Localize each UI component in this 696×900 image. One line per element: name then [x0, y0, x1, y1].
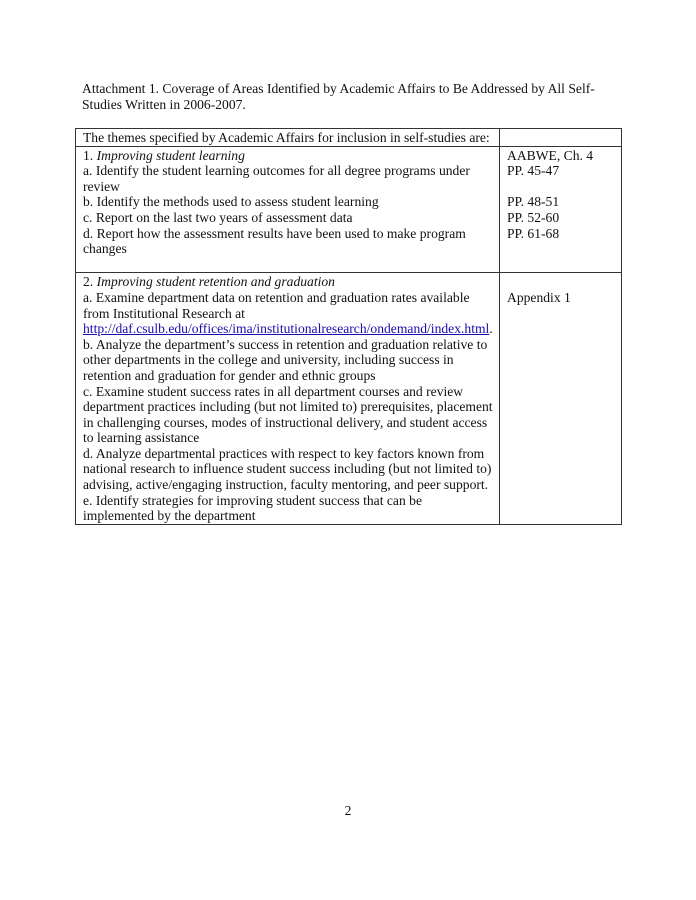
section-1-ref-spacer — [507, 179, 621, 195]
section-2-line-a2: from Institutional Research at — [83, 305, 245, 321]
themes-table — [75, 128, 622, 525]
section-1-ref-b: PP. 48-51 — [507, 194, 560, 210]
section-2-line-d3: advising, active/engaging instruction, faculty mentoring, and peer support. — [83, 477, 489, 493]
section-1-line-b: b. Identify the methods used to assess student learning — [83, 194, 379, 210]
section-1-ref-c: PP. 52-60 — [507, 209, 560, 225]
section-2-line-d1: d. Analyze departmental practices with respect to key factors known from — [83, 445, 485, 461]
section-1-line-d2: changes — [83, 241, 127, 257]
section-1-description-cell — [76, 146, 500, 273]
section-2-line-c1: c. Examine student success rates in all department courses and review — [83, 383, 464, 399]
section-2-ref-appendix: Appendix 1 — [507, 289, 571, 305]
table-header-row — [76, 129, 622, 147]
page-number: 2 — [344, 803, 352, 818]
table-row-section-1 — [76, 146, 622, 273]
section-2-line-b2: other departments in the college and university, including success in — [83, 352, 454, 368]
section-1-title-line — [83, 148, 499, 164]
section-1-line-c: c. Report on the last two years of assessment data — [83, 209, 353, 225]
section-2-reference-cell — [500, 273, 622, 525]
section-1-spacer — [83, 257, 499, 273]
section-2-description-cell — [76, 273, 500, 525]
section-2-line-b3: retention and graduation for gender and ethnic groups — [83, 367, 376, 383]
table-header-cell — [76, 129, 500, 147]
section-1-ref-d: PP. 61-68 — [507, 225, 560, 241]
attachment-heading — [82, 81, 612, 112]
section-2-line-a1: a. Examine department data on retention and graduation rates available — [83, 289, 470, 305]
section-1-reference-cell — [500, 146, 622, 273]
section-2-ref-spacer — [507, 274, 621, 290]
section-2-title-line — [83, 274, 499, 290]
heading-line-2: Studies Written in 2006-2007. — [82, 96, 246, 112]
section-2-number: 2. — [83, 274, 94, 290]
section-2-line-c2: department practices including (but not limited to) prerequisites, placement — [83, 399, 493, 415]
section-1-line-d1: d. Report how the assessment results have been used to make program — [83, 225, 466, 241]
section-2-line-e1: e. Identify strategies for improving student success that can be — [83, 492, 422, 508]
section-2-line-c4: to learning assistance — [83, 430, 200, 446]
section-2-line-b1: b. Analyze the department’s success in retention and graduation relative to — [83, 336, 488, 352]
section-2-line-e2: implemented by the department — [83, 508, 256, 524]
section-1-line-a1: a. Identify the student learning outcomes for all degree programs under — [83, 163, 470, 179]
section-1-line-a2: review — [83, 178, 120, 194]
section-2-link-period: . — [489, 321, 493, 337]
heading-line-1: Attachment 1. Coverage of Areas Identified by Academic Affairs to Be Addressed by All Self- — [82, 81, 595, 96]
section-1-title: Improving student learning — [96, 147, 245, 163]
institutional-research-link[interactable]: http://daf.csulb.edu/offices/ima/institutionalresearch/ondemand/index.html — [83, 321, 490, 337]
section-1-number: 1. — [83, 147, 94, 163]
section-1-ref-chapter: AABWE, Ch. 4 — [507, 147, 594, 163]
table-header-empty-cell — [500, 129, 622, 147]
section-2-link-line — [83, 321, 499, 337]
table-header-text: The themes specified by Academic Affairs for inclusion in self-studies are: — [83, 130, 490, 145]
section-2-line-d2: national research to influence student success including (but not limited to) — [83, 461, 492, 477]
section-2-line-c3: in challenging courses, modes of instructional delivery, and student access — [83, 414, 488, 430]
table-row-section-2 — [76, 273, 622, 525]
section-2-title: Improving student retention and graduation — [96, 274, 335, 290]
section-1-ref-a: PP. 45-47 — [507, 163, 560, 179]
